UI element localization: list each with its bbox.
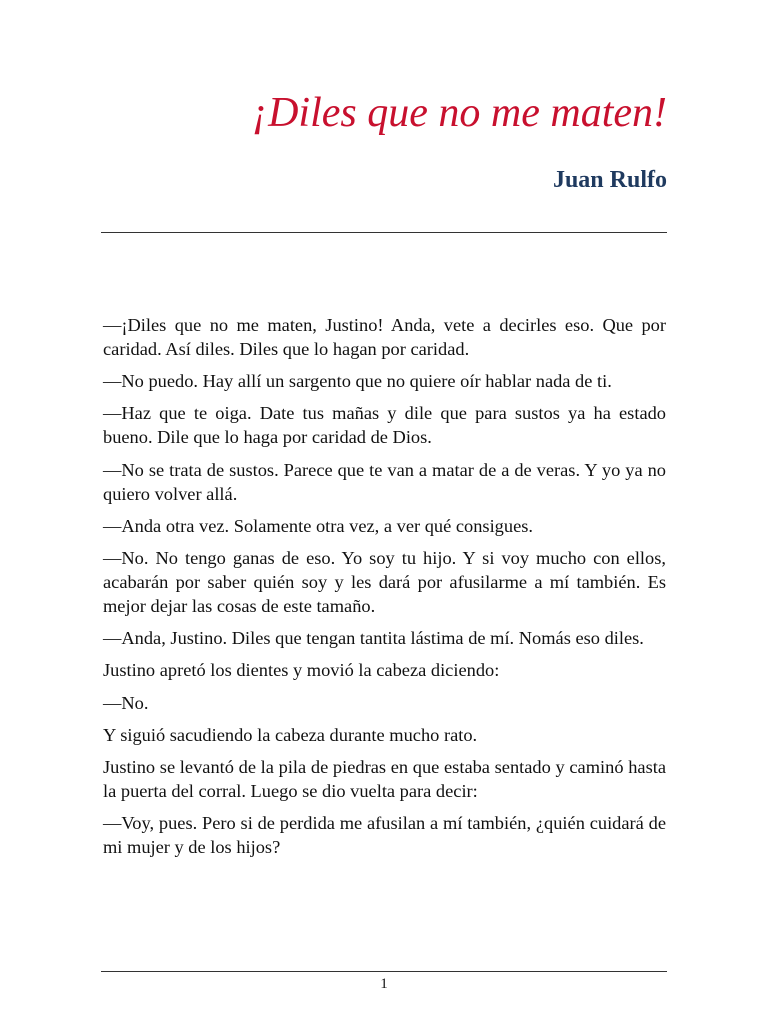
story-title: ¡Diles que no me maten! <box>251 90 667 136</box>
paragraph: —Voy, pues. Pero si de perdida me afusilan a mí también, ¿quién cuidará de mi mujer y de los hijos? <box>103 813 666 858</box>
header-divider <box>101 232 667 233</box>
paragraph: —¡Diles que no me maten, Justino! Anda, vete a decirles eso. Que por caridad. Así diles. Diles que lo hagan por caridad. <box>103 315 666 359</box>
paragraph: Justino apretó los dientes y movió la cabeza diciendo: <box>103 660 500 681</box>
paragraph: —No. No tengo ganas de eso. Yo soy tu hijo. Y si voy mucho con ellos, acabarán por saber quién soy y les dará por afusilarme a mí también. Es mejor dejar las cosas de este tamaño. <box>103 547 666 616</box>
paragraph: —Haz que te oiga. Date tus mañas y dile que para sustos ya ha estado bueno. Dile que lo haga por caridad de Dios. <box>103 403 666 448</box>
paragraph: —No se trata de sustos. Parece que te van a matar de a de veras. Y yo ya no quiero volver allá. <box>103 459 666 504</box>
author-name: Juan Rulfo <box>552 167 667 193</box>
paragraph: —No puedo. Hay allí un sargento que no quiere oír hablar nada de ti. <box>103 371 612 392</box>
story-body <box>103 313 666 867</box>
paragraph: —No. <box>103 692 149 713</box>
paragraph: Y siguió sacudiendo la cabeza durante mucho rato. <box>103 724 478 745</box>
page-number: 1 <box>380 976 388 992</box>
footer-divider <box>101 971 667 972</box>
paragraph: —Anda, Justino. Diles que tengan tantita lástima de mí. Nomás eso diles. <box>103 628 644 649</box>
paragraph: —Anda otra vez. Solamente otra vez, a ver qué consigues. <box>103 515 533 536</box>
paragraph: Justino se levantó de la pila de piedras en que estaba sentado y caminó hasta la puerta del corral. Luego se dio vuelta para decir: <box>103 756 666 801</box>
